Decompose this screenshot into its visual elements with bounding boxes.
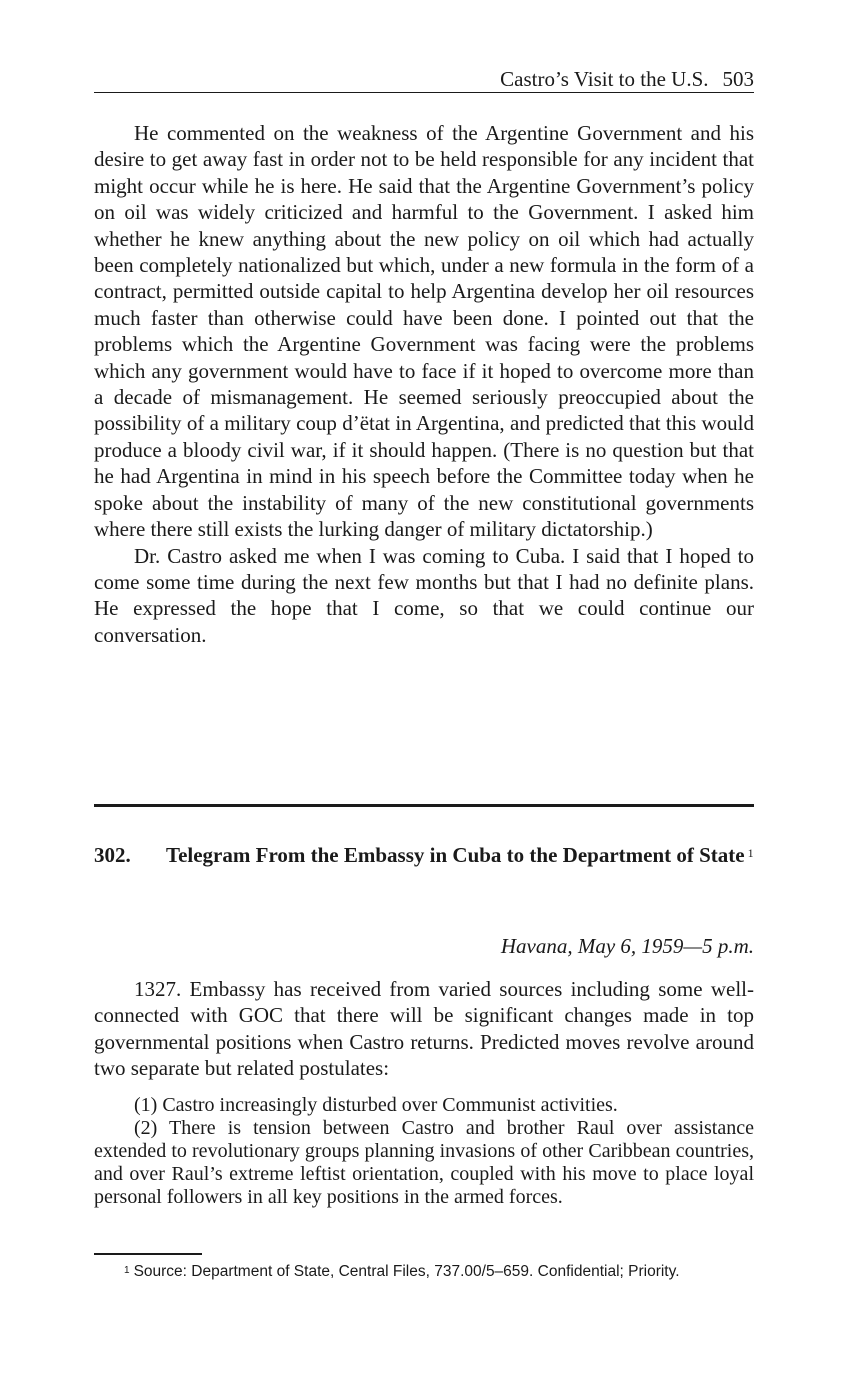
- header-rule: [94, 92, 754, 93]
- footnote-text: Source: Department of State, Central Files, 737.00/5–659. Confidential; Priority.: [133, 1263, 680, 1280]
- telegram-point: (2) There is tension between Castro and brother Raul over assistance extended to revolutionary groups planning invasions of other Caribbean countries, and over Raul’s extreme leftist orientation, coupled with his move to place loyal personal followers in all key positions in the armed forces.: [94, 1117, 754, 1208]
- running-head-title: Castro’s Visit to the U.S.: [500, 67, 709, 91]
- telegram-point: (1) Castro increasingly disturbed over Communist activities.: [134, 1094, 618, 1116]
- document-title-block: [166, 842, 754, 868]
- memo-continuation: [94, 120, 754, 648]
- memo-paragraph: Dr. Castro asked me when I was coming to Cuba. I said that I hoped to come some time during the next few months but that I had no definite plans. He expressed the hope that I come, so that we could continue our conversation.: [94, 543, 754, 647]
- memo-paragraph: He commented on the weakness of the Argentine Government and his desire to get away fast in order not to be held responsible for any incident that might occur while he is here. He said that the Argentine Government’s policy on oil was widely criticized and harmful to the Government. I asked him whether he knew anything about the new policy on oil which had actually been completely nationalized but which, under a new formula in the form of a contract, permitted outside capital to help Argentina develop her oil resources much faster than otherwise could have been done. I pointed out that the problems which the Argentine Government was facing were the problems which any government would have to face if it hoped to overcome more than a decade of mismanagement. He seemed seriously preoccupied about the possibility of a military coup d’ëtat in Argentina, and predicted that this would produce a bloody civil war, if it should happen. (There is no question but that he had Argentina in mind in his speech before the Committee today when he spoke about the instability of many of the new constitutional governments where there still exists the lurking danger of military dictatorship.): [94, 121, 754, 542]
- footnote-marker: 1: [124, 1265, 130, 1276]
- telegram-body: [94, 976, 754, 1082]
- document-title: Telegram From the Embassy in Cuba to the Department of State: [166, 843, 745, 867]
- footnote: [124, 1262, 764, 1282]
- dateline: Havana, May 6, 1959—5 p.m.: [500, 934, 754, 958]
- running-head: [500, 66, 754, 92]
- telegram-paragraph: 1327. Embassy has received from varied sources including some well-connected with GOC that there will be significant changes made in top governmental positions when Castro returns. Predicted moves revolve around two separate but related postulates:: [94, 977, 754, 1081]
- section-divider: [94, 804, 754, 807]
- document-heading: [94, 842, 754, 868]
- document-number: 302.: [94, 843, 131, 867]
- page-number: 503: [722, 67, 754, 91]
- footnote-reference: 1: [747, 846, 754, 860]
- footnote-rule: [94, 1253, 202, 1255]
- telegram-points: [94, 1094, 754, 1209]
